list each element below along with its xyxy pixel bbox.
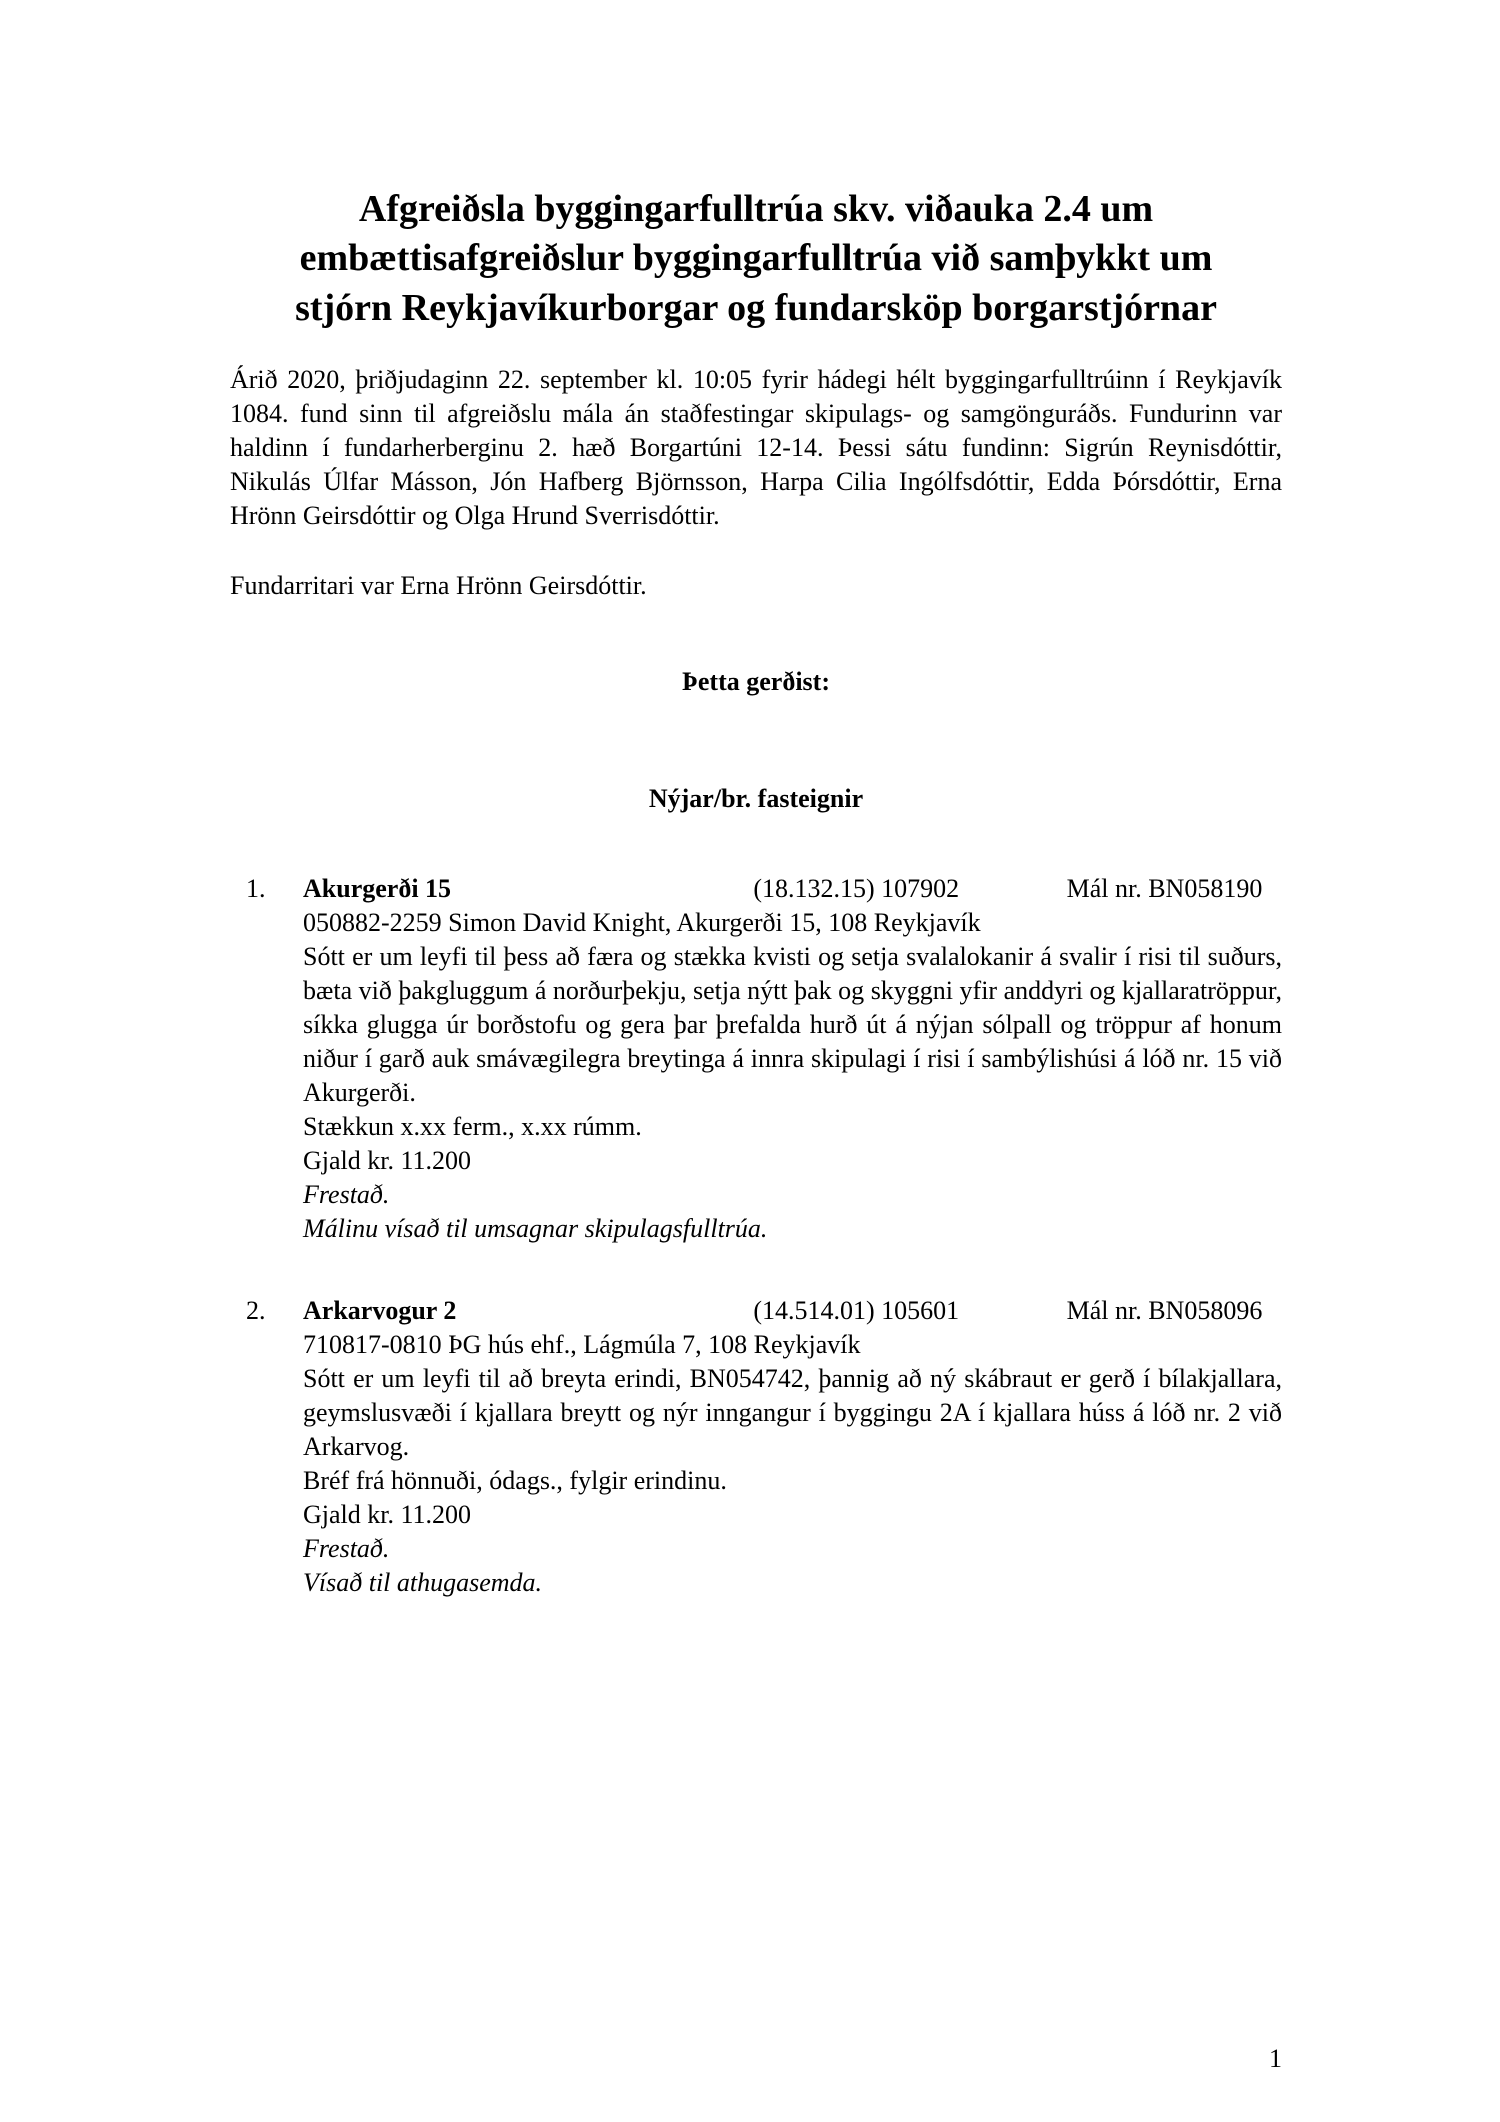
case-description: Sótt er um leyfi til að breyta erindi, BN054742, þannig að ný skábraut er gerð í bílakjallara, geymslusvæði í kjallara breytt og nýr inngangur í byggingu 2A í kjallara húss á lóð nr. 2 við Arkarvog. [303,1364,1282,1462]
case-header [303,872,1282,906]
document-title-line: Afgreiðsla byggingarfulltrúa skv. viðauka 2.4 um [358,188,1154,230]
document-title [230,185,1282,333]
case-status: Frestað. [303,1179,390,1209]
case-description: Sótt er um leyfi til þess að færa og stækka kvisti og setja svalalokanir á svalir í risi til suðurs, bæta við þakgluggum á norðurþekju, setja nýtt þak og skyggni yfir anddyri og kjallaratröppur, síkka glugga úr borðstofu og gera þar þrefalda hurð út á nýjan sólpall og tröppur af honum niður í garð auk smávægilegra breytinga á innra skipulagi í risi í sambýlishúsi á lóð nr. 15 við Akurgerði. [303,941,1282,1107]
case-parcel-id: (14.514.01) 105601 [753,1296,960,1326]
case-applicant: 710817-0810 ÞG hús ehf., Lágmúla 7, 108 Reykjavík [303,1330,861,1360]
case-item [230,1294,1282,1600]
case-item [230,872,1282,1247]
case-number: 2. [246,1296,266,1326]
document-title-line: stjórn Reykjavíkurborgar og fundarsköp borgarstjórnar [295,286,1217,329]
case-applicant: 050882-2259 Simon David Knight, Akurgerði 15, 108 Reykjavík [303,907,981,937]
case-status: Frestað. [303,1534,390,1564]
meeting-intro-paragraph: Árið 2020, þriðjudaginn 22. september kl. 10:05 fyrir hádegi hélt byggingarfulltrúinn í Reykjavík 1084. fund sinn til afgreiðslu mála án staðfestingar skipulags- og samgönguráðs. Fundurinn var haldinn í fundarherberginu 2. hæð Borgartúni 12-14. Þessi sátu fundinn: Sigrún Reynisdóttir, Nikulás Úlfar Másson, Jón Hafberg Björnsson, Harpa Cilia Ingólfsdóttir, Edda Þórsdóttir, Erna Hrönn Geirsdóttir og Olga Hrund Sverrisdóttir. [230,365,1282,531]
subsection-heading: Nýjar/br. fasteignir [648,783,864,813]
case-number: 1. [246,873,266,903]
section-heading: Þetta gerðist: [682,667,830,697]
case-address: Akurgerði 15 [303,873,452,903]
case-fee-line: Gjald kr. 11.200 [303,1145,472,1175]
case-reference: Mál nr. BN058190 [1066,873,1263,903]
case-list [230,872,1282,1601]
document-title-line: embættisafgreiðslur byggingarfulltrúa við samþykkt um [299,237,1213,280]
case-reference: Mál nr. BN058096 [1066,1296,1263,1326]
page-number: 1 [1269,2044,1282,2073]
case-body [303,872,1282,1247]
case-parcel-id: (18.132.15) 107902 [753,873,960,903]
case-body [303,1294,1282,1600]
case-status-note: Málinu vísað til umsagnar skipulagsfulltrúa. [303,1214,768,1244]
secretary-line: Fundarritari var Erna Hrönn Geirsdóttir. [230,571,647,601]
case-status-note: Vísað til athugasemda. [303,1568,543,1598]
case-address: Arkarvogur 2 [303,1296,457,1326]
case-fee-line: Gjald kr. 11.200 [303,1500,472,1530]
case-header [303,1294,1282,1328]
case-letter-line: Bréf frá hönnuði, ódags., fylgir erindinu. [303,1466,727,1496]
case-size-line: Stækkun x.xx ferm., x.xx rúmm. [303,1111,642,1141]
